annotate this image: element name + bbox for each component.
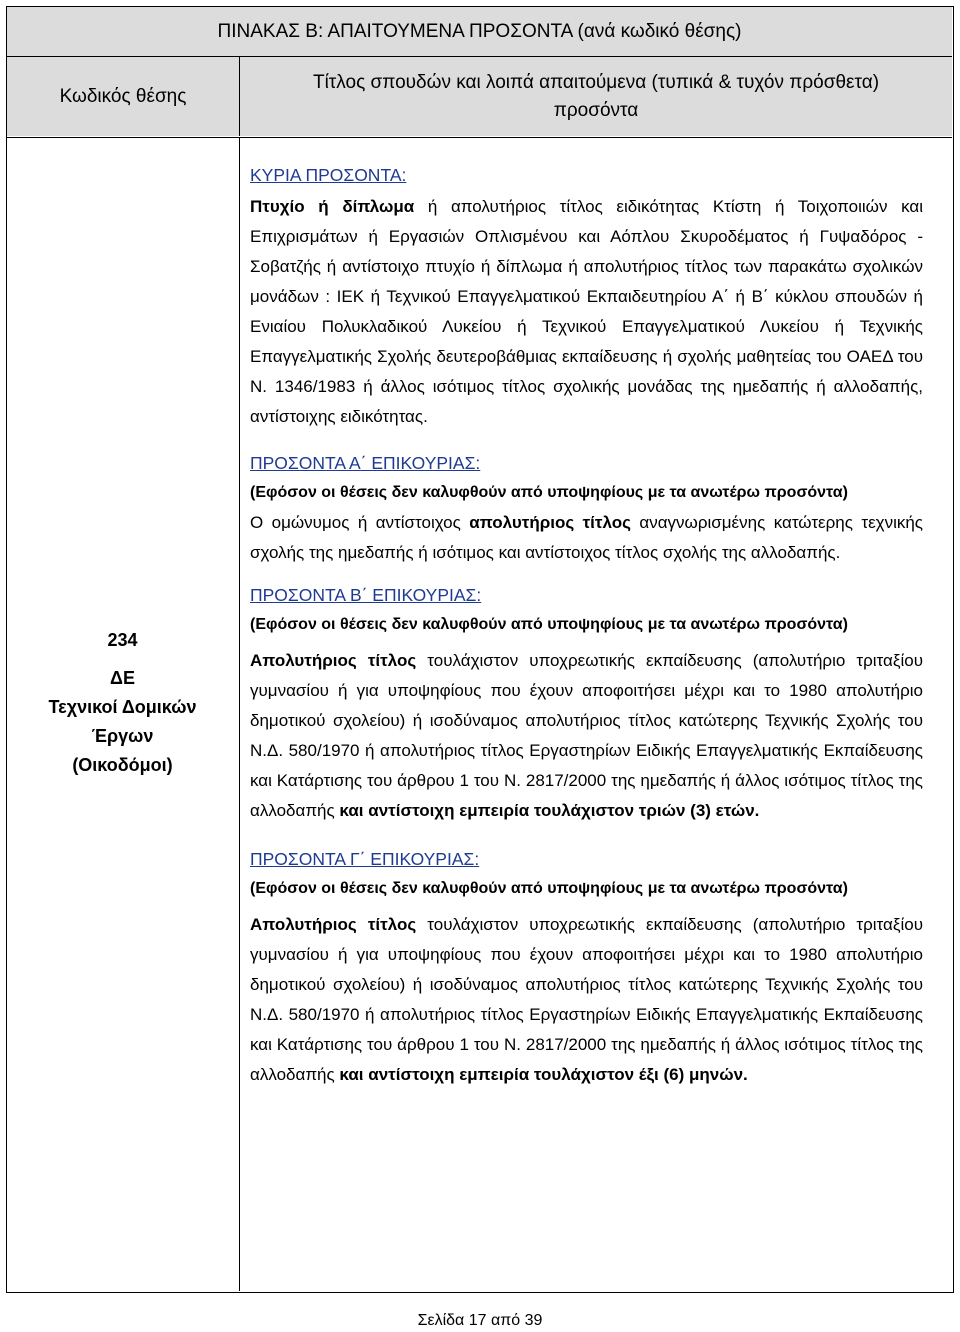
main-bold-lead: Πτυχίο ή δίπλωμα xyxy=(250,197,415,216)
sec-a-text-before: Ο ομώνυμος ή αντίστοιχος xyxy=(250,513,470,532)
table-title: ΠΙΝΑΚΑΣ Β: ΑΠΑΙΤΟΥΜΕΝΑ ΠΡΟΣΟΝΤΑ (ανά κωδικό θέσης) xyxy=(7,7,952,57)
sec-c-note: (Εφόσον οι θέσεις δεν καλυφθούν από υποψηφίους με τα ανωτέρω προσόντα) xyxy=(250,880,848,897)
sec-a-note: (Εφόσον οι θέσεις δεν καλυφθούν από υποψηφίους με τα ανωτέρω προσόντα) xyxy=(250,484,848,501)
position-title-line2: Έργων xyxy=(91,726,154,746)
sec-c-body: τουλάχιστον υποχρεωτικής εκπαίδευσης (απολυτήριο τριταξίου γυμνασίου ή για υποψηφίους που έχουν αποφοιτήσει μέχρι και το 1980 απολυτήριο δημοτικού σχολείου) ή ισοδύναμος απολυτήριος τίτλος κατώτερης Τεχνικής Σχολής του Ν.Δ. 580/1970 ή απολυτήριος τίτλος Εργαστηρίων Ειδικής Επαγγελματικής Εκπαίδευσης και Κατάρτισης του άρθρου 1 του Ν. 2817/2000 της ημεδαπής ή άλλος ισότιμος τίτλος της αλλοδαπής xyxy=(250,915,923,1084)
position-code-cell xyxy=(7,138,240,1291)
sec-c-text xyxy=(250,910,923,1090)
sec-b-note: (Εφόσον οι θέσεις δεν καλυφθούν από υποψηφίους με τα ανωτέρω προσόντα) xyxy=(250,616,848,633)
position-title-line1: Τεχνικοί Δομικών xyxy=(48,697,197,717)
main-text: ή απολυτήριος τίτλος ειδικότητας Κτίστη ή Τοιχοποιιών και Επιχρισμάτων ή Εργασιών Οπλισμένου και Αόπλου Σκυροδέματος ή Γυψαδόρος - Σοβατζής ή αντίστοιχο πτυχίο ή δίπλωμα ή απολυτήριος τίτλος των παρακάτω σχολικών μονάδων : ΙΕΚ ή Τεχνικού Επαγγελματικού Εκπαιδευτηρίου Α΄ ή Β΄ κύκλου σπουδών ή Ενιαίου Πολυκλαδικού Λυκείου ή Τεχνικού Επαγγελματικού Λυκείου ή Τεχνικής Επαγγελματικής Σχολής δευτεροβάθμιας εκπαίδευσης ή σχολής μαθητείας του ΟΑΕΔ του Ν. 1346/1983 ή άλλος ισότιμος τίτλος σχολικής μονάδας της ημεδαπής ή αλλοδαπής, αντίστοιχης ειδικότητας. xyxy=(250,197,923,426)
sec-c-bold-lead: Απολυτήριος τίτλος xyxy=(250,915,417,934)
col-code-header: Κωδικός θέσης xyxy=(7,57,240,136)
sec-a-bold: απολυτήριος τίτλος xyxy=(469,513,631,532)
sec-b-heading: ΠΡΟΣΟΝΤΑ Β΄ ΕΠΙΚΟΥΡΙΑΣ: xyxy=(250,585,482,605)
sec-a-text xyxy=(250,508,923,568)
position-title-line3: (Οικοδόμοι) xyxy=(72,755,173,775)
table-header-row xyxy=(7,57,952,138)
qualifications-cell xyxy=(250,160,923,1090)
sec-c-bold-tail: και αντίστοιχη εμπειρία τουλάχιστον έξι (6) μηνών. xyxy=(334,1065,748,1084)
sec-a-text-after: αναγνωρισμένης κατώτερης τεχνικής σχολής της ημεδαπής ή ισότιμος και αντίστοιχος τίτλος σχολής της αλλοδαπής. xyxy=(250,513,924,562)
sec-b-text xyxy=(250,646,923,826)
sec-b-bold-lead: Απολυτήριος τίτλος xyxy=(250,651,417,670)
position-code: 234 xyxy=(107,630,138,650)
page-footer: Σελίδα 17 από 39 xyxy=(417,1312,543,1329)
sec-b-body: τουλάχιστον υποχρεωτικής εκπαίδευσης (απολυτήριο τριταξίου γυμνασίου ή για υποψηφίους που έχουν αποφοιτήσει μέχρι και το 1980 απολυτήριο δημοτικού σχολείου) ή ισοδύναμος απολυτήριος τίτλος κατώτερης Τεχνικής Σχολής του Ν.Δ. 580/1970 ή απολυτήριος τίτλος Εργαστηρίων Ειδικής Επαγγελματικής Εκπαίδευσης και Κατάρτισης του άρθρου 1 του Ν. 2817/2000 της ημεδαπής ή άλλος ισότιμος τίτλος της αλλοδαπής xyxy=(250,651,923,820)
position-code-block xyxy=(7,626,238,780)
sec-a-heading: ΠΡΟΣΟΝΤΑ Α΄ ΕΠΙΚΟΥΡΙΑΣ: xyxy=(250,453,481,473)
position-category: ΔΕ xyxy=(110,668,135,688)
col-title-header: Τίτλος σπουδών και λοιπά απαιτούμενα (τυπικά & τυχόν πρόσθετα) προσόντα xyxy=(240,57,952,136)
main-qualifications-heading: ΚΥΡΙΑ ΠΡΟΣΟΝΤΑ: xyxy=(250,165,407,185)
sec-c-heading: ΠΡΟΣΟΝΤΑ Γ΄ ΕΠΙΚΟΥΡΙΑΣ: xyxy=(250,849,480,869)
main-qualifications-text xyxy=(250,192,923,432)
sec-b-bold-tail: και αντίστοιχη εμπειρία τουλάχιστον τριών (3) ετών. xyxy=(334,801,760,820)
